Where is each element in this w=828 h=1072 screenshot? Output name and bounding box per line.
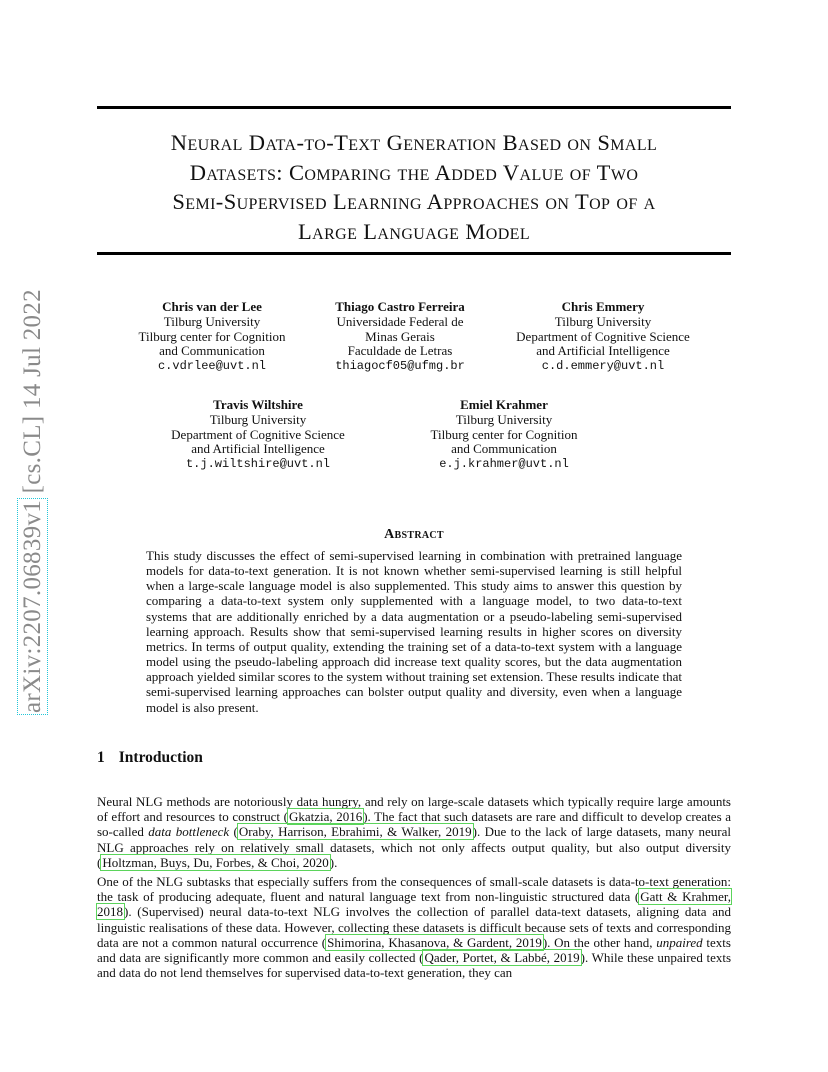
author-affiliation: Tilburg center for Cognition bbox=[138, 328, 286, 344]
title-line: Semi-Supervised Learning Approaches on Top of a bbox=[172, 189, 656, 214]
author-block bbox=[117, 300, 307, 374]
author-affiliation: and Communication bbox=[159, 343, 265, 359]
author-name: Travis Wiltshire bbox=[213, 397, 303, 412]
author-affiliation: and Communication bbox=[451, 441, 557, 457]
author-affiliation: and Artificial Intelligence bbox=[191, 441, 325, 457]
author-email: c.vdrlee@uvt.nl bbox=[157, 359, 267, 374]
paragraph-text: ). Due to the lack of large datasets, many neural NLG approaches rely on relatively small datasets, which not only affects output quality, but also output diversity ( bbox=[97, 824, 731, 870]
title-bottom-rule bbox=[97, 252, 731, 255]
author-name: Thiago Castro Ferreira bbox=[335, 299, 465, 314]
intro-paragraph-1 bbox=[97, 794, 731, 870]
author-affiliation: Tilburg University bbox=[163, 313, 261, 329]
paragraph-text: ). While these unpaired texts and data do not lend themselves for supervised data-to-text generation, they can bbox=[97, 950, 732, 981]
paragraph-text: ). bbox=[329, 854, 338, 870]
citation-link[interactable]: Holtzman, Buys, Du, Forbes, & Choi, 2020 bbox=[102, 854, 329, 870]
author-affiliation: Minas Gerais bbox=[365, 328, 435, 344]
citation-link[interactable]: Gatt & Krahmer, 2018 bbox=[97, 889, 731, 920]
title-line: Datasets: Comparing the Added Value of Two bbox=[189, 159, 639, 185]
author-affiliation: and Artificial Intelligence bbox=[536, 343, 670, 359]
arxiv-id-link[interactable]: arXiv:2207.06839v1 bbox=[19, 499, 46, 713]
citation-link[interactable]: Gkatzia, 2016 bbox=[288, 809, 363, 825]
author-affiliation: Universidade Federal de bbox=[336, 313, 464, 329]
author-email: thiagocf05@ufmg.br bbox=[335, 359, 465, 374]
author-block bbox=[310, 300, 490, 374]
abstract-heading: Abstract bbox=[384, 527, 444, 542]
intro-paragraph-2 bbox=[97, 874, 731, 980]
arxiv-date: 14 Jul 2022 bbox=[19, 289, 46, 410]
author-block bbox=[498, 300, 708, 374]
paragraph-text: ( bbox=[229, 824, 238, 840]
author-name: Emiel Krahmer bbox=[460, 397, 548, 412]
emphasized-term: data bottleneck bbox=[148, 824, 230, 840]
author-block bbox=[408, 398, 600, 472]
author-affiliation: Department of Cognitive Science bbox=[171, 426, 345, 442]
author-email: c.d.emmery@uvt.nl bbox=[541, 359, 665, 374]
emphasized-term: unpaired bbox=[656, 934, 703, 950]
paragraph-text: One of the NLG subtasks that especially suffers from the consequences of small-scale datasets is data-to-text generation: the task of producing adequate, fluent and natural language text from non-linguistic structured data ( bbox=[97, 874, 731, 905]
section-title: Introduction bbox=[118, 749, 203, 766]
author-email: t.j.wiltshire@uvt.nl bbox=[185, 457, 331, 472]
paragraph-text: texts and data are significantly more common and easily collected ( bbox=[97, 934, 731, 966]
author-block bbox=[153, 398, 363, 472]
title-line: Neural Data-to-Text Generation Based on Small bbox=[170, 130, 658, 155]
author-affiliation: Tilburg University bbox=[554, 313, 652, 329]
author-name: Chris Emmery bbox=[561, 299, 645, 314]
citation-link[interactable]: Qader, Portet, & Labbé, 2019 bbox=[424, 950, 580, 966]
paragraph-text: ). The fact that such datasets are rare and difficult to develop creates a so-called bbox=[97, 809, 731, 840]
author-affiliation: Tilburg University bbox=[455, 411, 553, 427]
citation-link[interactable]: Oraby, Harrison, Ebrahimi, & Walker, 2019 bbox=[238, 824, 472, 840]
title-line: Large Language Model bbox=[297, 218, 531, 244]
section-heading bbox=[97, 749, 203, 767]
paragraph-text: ). (Supervised) neural data-to-text NLG involves the collection of parallel data-text datasets, aligning data and linguistic realisations of these data. However, collecting these datasets is difficult because sets of texts and corresponding data are not a common natural occurrence ( bbox=[97, 904, 731, 950]
arxiv-stamp-text bbox=[18, 268, 48, 734]
author-name: Chris van der Lee bbox=[162, 299, 262, 314]
arxiv-stamp bbox=[18, 268, 48, 734]
author-affiliation: Tilburg center for Cognition bbox=[430, 426, 578, 442]
arxiv-category: [cs.CL] bbox=[19, 415, 46, 494]
section-number: 1 bbox=[97, 749, 105, 766]
paragraph-text: Neural NLG methods are notoriously data hungry, and rely on large-scale datasets which typically require large amounts of effort and resources to construct ( bbox=[97, 794, 731, 825]
abstract-text: This study discusses the effect of semi-supervised learning in combination with pretrained language models for data-to-text generation. It is not known whether semi-supervised learning is still helpful when a large-scale language model is also supplemented. This study aims to answer this question by comparing a data-to-text system only supplemented with a language model, to two data-to-text systems that are additionally enriched by a data augmentation or a pseudo-labeling semi-supervised learning approach. Results show that semi-supervised learning results in higher scores on diversity metrics. In terms of output quality, extending the training set of a data-to-text system with a language model using the pseudo-labeling approach did increase text quality scores, but the data augmentation approach yielded similar scores to the system without training set extension. These results indicate that semi-supervised learning approaches can bolster output quality and diversity, even when a language model is also present. bbox=[146, 548, 682, 715]
citation-link[interactable]: Shimorina, Khasanova, & Gardent, 2019 bbox=[327, 934, 542, 950]
paper-title bbox=[97, 128, 731, 246]
paragraph-text: ). On the other hand, bbox=[542, 934, 657, 950]
author-affiliation: Department of Cognitive Science bbox=[516, 328, 690, 344]
title-top-rule bbox=[97, 106, 731, 109]
author-affiliation: Tilburg University bbox=[209, 411, 307, 427]
author-affiliation: Faculdade de Letras bbox=[347, 343, 453, 359]
author-email: e.j.krahmer@uvt.nl bbox=[439, 457, 569, 472]
